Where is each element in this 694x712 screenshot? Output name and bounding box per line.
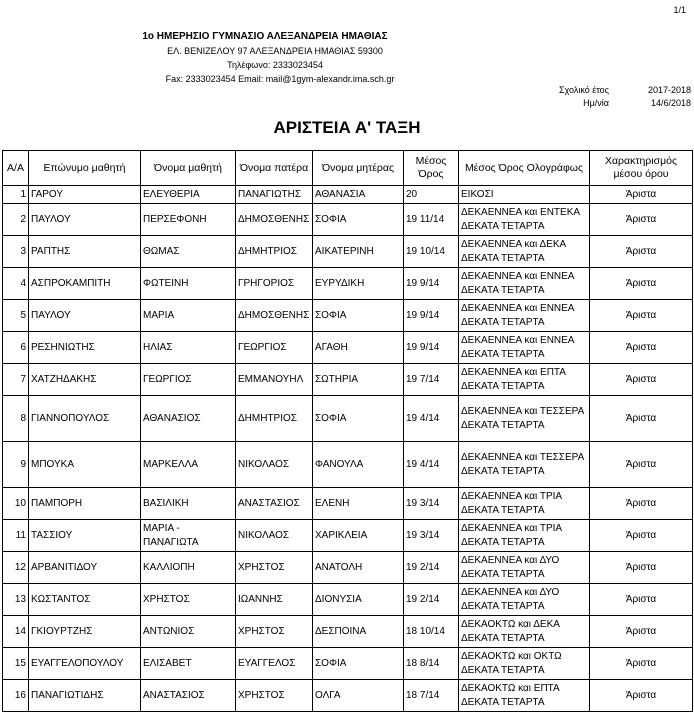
row-surname: ΧΑΤΖΗΔΑΚΗΣ [29,364,141,396]
row-avg-words: ΔΕΚΑΟΚΤΩ και ΕΠΤΑ ΔΕΚΑΤΑ ΤΕΤΑΡΤΑ [459,680,590,712]
row-mother: ΑΝΑΤΟΛΗ [313,552,404,584]
row-name: ΜΑΡΙΑ - ΠΑΝΑΓΙΩΤΑ [141,520,236,552]
row-name: ΠΕΡΣΕΦΟΝΗ [141,204,236,236]
row-aa: 2 [3,204,29,236]
row-name: ΜΑΡΙΑ [141,300,236,332]
row-father: ΧΡΗΣΤΟΣ [236,616,313,648]
row-mother: ΣΟΦΙΑ [313,204,404,236]
table-row [3,236,693,268]
row-aa: 1 [3,186,29,204]
school-phone: Τηλέφωνο: 2333023454 [227,60,323,70]
row-mother: ΕΛΕΝΗ [313,488,404,520]
row-father: ΝΙΚΟΛΑΟΣ [236,520,313,552]
row-surname: ΡΑΠΤΗΣ [29,236,141,268]
table-row [3,648,693,680]
row-mother: ΣΟΦΙΑ [313,648,404,680]
row-avg: 19 4/14 [404,442,459,488]
row-avg: 19 4/14 [404,396,459,442]
date-label: Ημ/νία [583,98,609,108]
table-row [3,396,693,442]
row-characterization: Άριστα [590,488,693,520]
row-father: ΔΗΜΟΣΘΕΝΗΣ [236,204,313,236]
table-row [3,442,693,488]
row-avg-words: ΔΕΚΑΕΝΝΕΑ και ΔΥΟ ΔΕΚΑΤΑ ΤΕΤΑΡΤΑ [459,584,590,616]
row-surname: ΑΡΒΑΝΙΤΙΔΟΥ [29,552,141,584]
row-name: ΜΑΡΚΕΛΛΑ [141,442,236,488]
row-aa: 6 [3,332,29,364]
col-header-surname: Επώνυμο μαθητή [29,151,141,186]
row-avg-words: ΔΕΚΑΕΝΝΕΑ και ΕΝΤΕΚΑ ΔΕΚΑΤΑ ΤΕΤΑΡΤΑ [459,204,590,236]
row-characterization: Άριστα [590,332,693,364]
row-name: ΕΛΕΥΘΕΡΙΑ [141,186,236,204]
row-avg: 19 10/14 [404,236,459,268]
row-characterization: Άριστα [590,648,693,680]
row-characterization: Άριστα [590,616,693,648]
row-avg: 20 [404,186,459,204]
row-father: ΔΗΜΟΣΘΕΝΗΣ [236,300,313,332]
row-aa: 16 [3,680,29,712]
page-number: 1/1 [673,5,686,15]
row-characterization: Άριστα [590,396,693,442]
row-name: ΕΛΙΣΑΒΕΤ [141,648,236,680]
row-name: ΑΝΑΣΤΑΣΙΟΣ [141,680,236,712]
row-avg: 19 7/14 [404,364,459,396]
page-title: ΑΡΙΣΤΕΙΑ Α' ΤΑΞΗ [273,118,421,137]
row-characterization: Άριστα [590,364,693,396]
row-surname: ΕΥΑΓΓΕΛΟΠΟΥΛΟΥ [29,648,141,680]
row-avg-words: ΔΕΚΑΕΝΝΕΑ και ΕΝΝΕΑ ΔΕΚΑΤΑ ΤΕΤΑΡΤΑ [459,268,590,300]
row-father: ΧΡΗΣΤΟΣ [236,680,313,712]
row-name: ΧΡΗΣΤΟΣ [141,584,236,616]
row-father: ΑΝΑΣΤΑΣΙΟΣ [236,488,313,520]
row-name: ΓΕΩΡΓΙΟΣ [141,364,236,396]
row-surname: ΡΕΣΗΝΙΩΤΗΣ [29,332,141,364]
row-avg: 19 3/14 [404,520,459,552]
table-row [3,488,693,520]
row-avg-words: ΔΕΚΑΟΚΤΩ και ΔΕΚΑ ΔΕΚΑΤΑ ΤΕΤΑΡΤΑ [459,616,590,648]
row-aa: 8 [3,396,29,442]
table-row [3,332,693,364]
row-name: ΒΑΣΙΛΙΚΗ [141,488,236,520]
row-avg: 18 7/14 [404,680,459,712]
row-mother: ΣΟΦΙΑ [313,396,404,442]
school-header [0,30,560,86]
row-avg-words: ΔΕΚΑΕΝΝΕΑ και ΤΡΙΑ ΔΕΚΑΤΑ ΤΕΤΑΡΤΑ [459,520,590,552]
table-row [3,584,693,616]
row-mother: ΟΛΓΑ [313,680,404,712]
row-surname: ΜΠΟΥΚΑ [29,442,141,488]
row-father: ΔΗΜΗΤΡΙΟΣ [236,396,313,442]
row-characterization: Άριστα [590,186,693,204]
date-value: 14/6/2018 [650,98,691,108]
table-row [3,364,693,396]
row-avg-words: ΕΙΚΟΣΙ [459,186,590,204]
row-characterization: Άριστα [590,300,693,332]
row-mother: ΣΟΦΙΑ [313,300,404,332]
row-avg: 18 10/14 [404,616,459,648]
row-avg-words: ΔΕΚΑΕΝΝΕΑ και ΔΥΟ ΔΕΚΑΤΑ ΤΕΤΑΡΤΑ [459,552,590,584]
row-characterization: Άριστα [590,552,693,584]
row-surname: ΤΑΣΣΙΟΥ [29,520,141,552]
school-year-label: Σχολικό έτος [558,85,609,95]
school-contact: Fax: 2333023454 Email: mail@1gym-alexandr.ima.sch.gr [165,74,395,84]
row-avg: 19 2/14 [404,552,459,584]
row-father: ΕΥΑΓΓΕΛΟΣ [236,648,313,680]
row-father: ΙΩΑΝΝΗΣ [236,584,313,616]
row-name: ΦΩΤΕΙΝΗ [141,268,236,300]
table-row [3,186,693,204]
row-aa: 13 [3,584,29,616]
row-surname: ΓΚΙΟΥΡΤΖΗΣ [29,616,141,648]
row-father: ΕΜΜΑΝΟΥΗΛ [236,364,313,396]
row-surname: ΠΑΥΛΟΥ [29,300,141,332]
row-aa: 7 [3,364,29,396]
col-header-aa: Α/Α [3,151,29,186]
row-father: ΓΕΩΡΓΙΟΣ [236,332,313,364]
row-aa: 3 [3,236,29,268]
row-father: ΔΗΜΗΤΡΙΟΣ [236,236,313,268]
row-name: ΚΑΛΛΙΟΠΗ [141,552,236,584]
row-avg: 19 2/14 [404,584,459,616]
row-father: ΝΙΚΟΛΑΟΣ [236,442,313,488]
row-characterization: Άριστα [590,680,693,712]
honors-table [2,150,693,712]
row-aa: 12 [3,552,29,584]
row-name: ΗΛΙΑΣ [141,332,236,364]
row-name: ΑΝΤΩΝΙΟΣ [141,616,236,648]
row-surname: ΠΑΜΠΟΡΗ [29,488,141,520]
row-father: ΧΡΗΣΤΟΣ [236,552,313,584]
row-avg-words: ΔΕΚΑΕΝΝΕΑ και ΕΠΤΑ ΔΕΚΑΤΑ ΤΕΤΑΡΤΑ [459,364,590,396]
row-avg-words: ΔΕΚΑΕΝΝΕΑ και ΕΝΝΕΑ ΔΕΚΑΤΑ ΤΕΤΑΡΤΑ [459,300,590,332]
row-surname: ΓΙΑΝΝΟΠΟΥΛΟΣ [29,396,141,442]
col-header-avg: Μέσος Όρος [404,151,459,186]
row-surname: ΚΩΣΤΑΝΤΟΣ [29,584,141,616]
row-avg: 19 9/14 [404,332,459,364]
row-mother: ΑΓΑΘΗ [313,332,404,364]
table-row [3,204,693,236]
row-avg-words: ΔΕΚΑΕΝΝΕΑ και ΤΕΣΣΕΡΑ ΔΕΚΑΤΑ ΤΕΤΑΡΤΑ [459,442,590,488]
col-header-mother: Όνομα μητέρας [313,151,404,186]
report-meta [529,84,691,110]
row-mother: ΕΥΡΥΔΙΚΗ [313,268,404,300]
row-mother: ΑΘΑΝΑΣΙΑ [313,186,404,204]
row-characterization: Άριστα [590,268,693,300]
table-row [3,616,693,648]
col-header-name: Όνομα μαθητή [141,151,236,186]
table-row [3,268,693,300]
col-header-characterization: Χαρακτηρισμός μέσου όρου [590,151,693,186]
school-address: ΕΛ. ΒΕΝΙΖΕΛΟΥ 97 ΑΛΕΞΑΝΔΡΕΙΑ ΗΜΑΘΙΑΣ 59300 [167,46,383,56]
school-year-value: 2017-2018 [647,85,691,95]
table-row [3,520,693,552]
row-characterization: Άριστα [590,236,693,268]
row-aa: 9 [3,442,29,488]
row-mother: ΣΩΤΗΡΙΑ [313,364,404,396]
col-header-avg-words: Μέσος Όρος Ολογράφως [459,151,590,186]
row-surname: ΑΣΠΡΟΚΑΜΠΙΤΗ [29,268,141,300]
row-aa: 14 [3,616,29,648]
table-header-row [3,151,693,186]
row-mother: ΑΙΚΑΤΕΡΙΝΗ [313,236,404,268]
row-aa: 10 [3,488,29,520]
row-father: ΓΡΗΓΟΡΙΟΣ [236,268,313,300]
row-mother: ΔΕΣΠΟΙΝΑ [313,616,404,648]
row-mother: ΧΑΡΙΚΛΕΙΑ [313,520,404,552]
row-characterization: Άριστα [590,442,693,488]
row-avg-words: ΔΕΚΑΕΝΝΕΑ και ΔΕΚΑ ΔΕΚΑΤΑ ΤΕΤΑΡΤΑ [459,236,590,268]
row-avg-words: ΔΕΚΑΕΝΝΕΑ και ΤΡΙΑ ΔΕΚΑΤΑ ΤΕΤΑΡΤΑ [459,488,590,520]
row-aa: 4 [3,268,29,300]
row-surname: ΠΑΝΑΓΙΩΤΙΔΗΣ [29,680,141,712]
row-avg: 18 8/14 [404,648,459,680]
row-aa: 5 [3,300,29,332]
row-characterization: Άριστα [590,584,693,616]
col-header-father: Όνομα πατέρα [236,151,313,186]
table-row [3,552,693,584]
row-mother: ΔΙΟΝΥΣΙΑ [313,584,404,616]
row-avg: 19 11/14 [404,204,459,236]
row-characterization: Άριστα [590,520,693,552]
row-avg-words: ΔΕΚΑΕΝΝΕΑ και ΤΕΣΣΕΡΑ ΔΕΚΑΤΑ ΤΕΤΑΡΤΑ [459,396,590,442]
row-father: ΠΑΝΑΓΙΩΤΗΣ [236,186,313,204]
row-name: ΑΘΑΝΑΣΙΟΣ [141,396,236,442]
table-row [3,680,693,712]
row-aa: 11 [3,520,29,552]
row-name: ΘΩΜΑΣ [141,236,236,268]
row-avg-words: ΔΕΚΑΕΝΝΕΑ και ΕΝΝΕΑ ΔΕΚΑΤΑ ΤΕΤΑΡΤΑ [459,332,590,364]
row-surname: ΓΑΡΟΥ [29,186,141,204]
row-mother: ΦΑΝΟΥΛΑ [313,442,404,488]
row-characterization: Άριστα [590,204,693,236]
school-name: 1ο ΗΜΕΡΗΣΙΟ ΓΥΜΝΑΣΙΟ ΑΛΕΞΑΝΔΡΕΙΑ ΗΜΑΘΙΑΣ [142,31,388,42]
row-surname: ΠΑΥΛΟΥ [29,204,141,236]
row-avg-words: ΔΕΚΑΟΚΤΩ και ΟΚΤΩ ΔΕΚΑΤΑ ΤΕΤΑΡΤΑ [459,648,590,680]
row-avg: 19 9/14 [404,268,459,300]
row-avg: 19 9/14 [404,300,459,332]
row-avg: 19 3/14 [404,488,459,520]
table-row [3,300,693,332]
row-aa: 15 [3,648,29,680]
